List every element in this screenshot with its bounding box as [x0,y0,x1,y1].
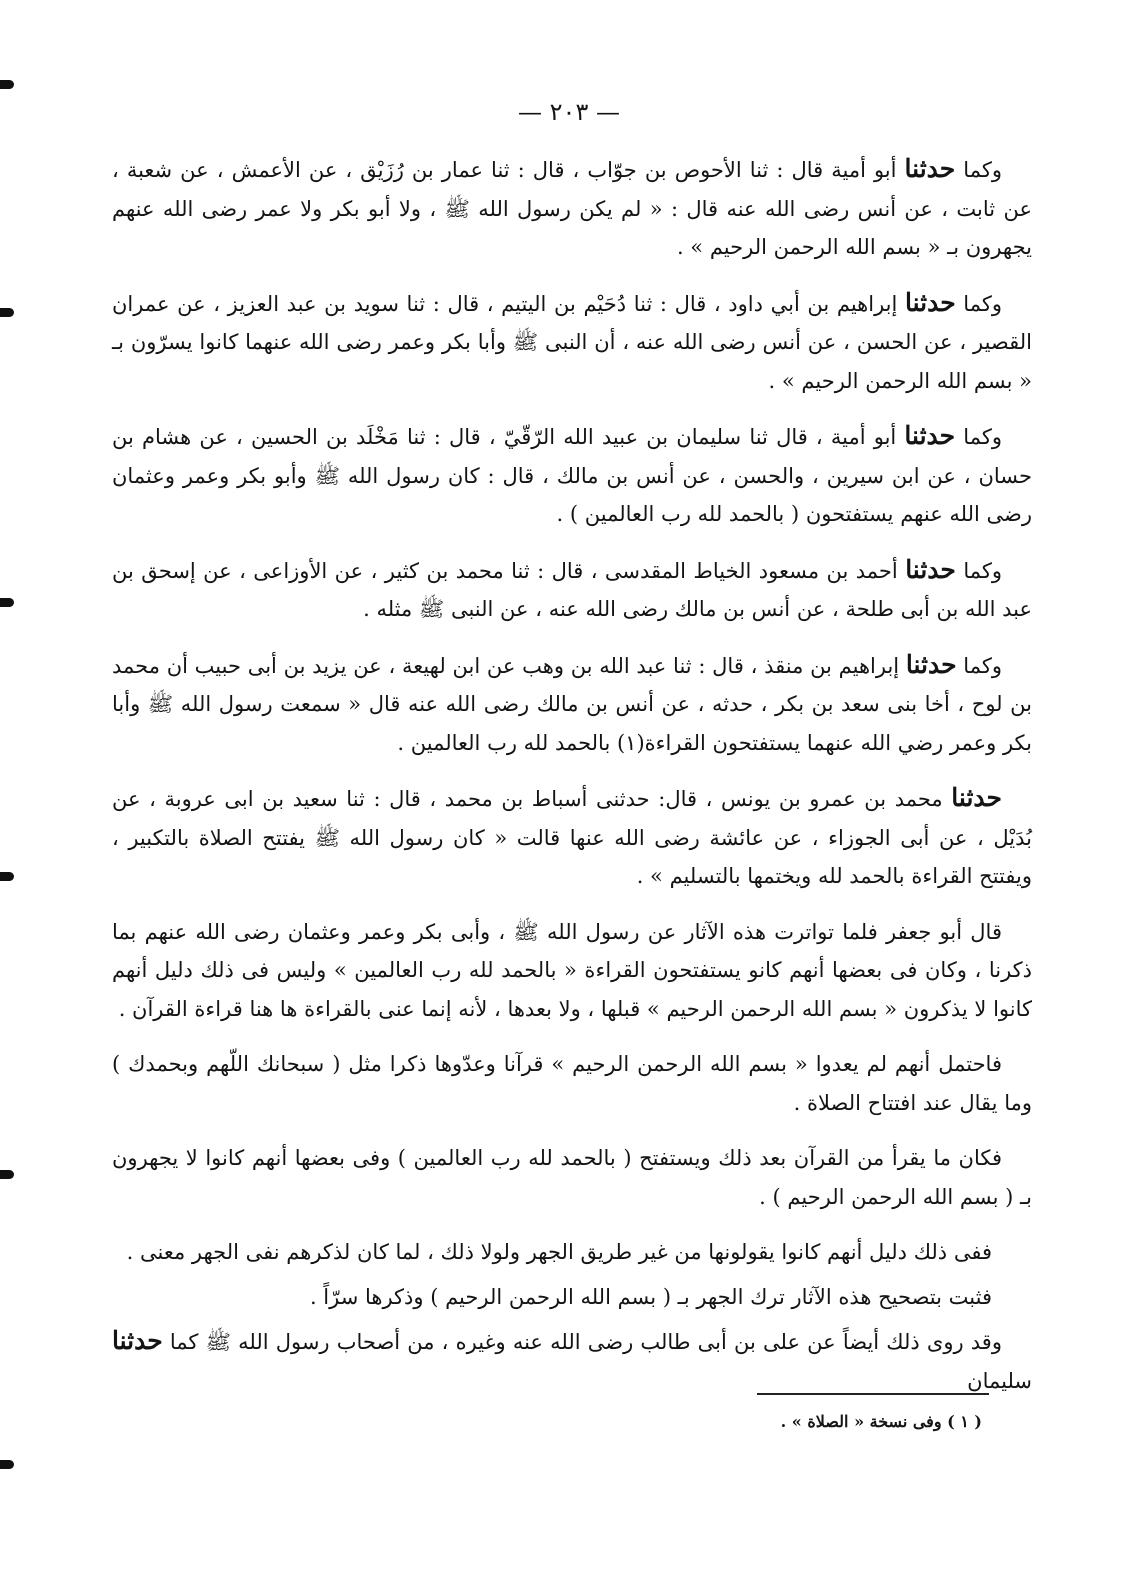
paragraph-12: وقد روى ذلك أيضاً عن على بن أبى طالب رضى الله عنه وغيره ، من أصحاب رسول الله ﷺ كما حدثنا سليمان [112,1326,1032,1393]
paragraph-6: حدثنا محمد بن عمرو بن يونس ، قال: حدثنى أسباط بن محمد ، قال : ثنا سعيد بن ابى عروبة ، عن بُدَيْل ، عن أبى الجوزاء ، عن عائشة رضى الله عنها قالت « كان رسول الله ﷺ يفتتح الصلاة بالتكبير ، ويفتتح القراءة بالحمد لله ويختمها بالتسليم » . [112,783,1032,888]
keyword: حدثنا [951,783,1002,812]
margin-mark [0,872,14,881]
footnote-separator [757,1393,989,1395]
keyword: حدثنا [112,1326,163,1355]
keyword: حدثنا [904,154,956,183]
paragraph-10: ففى ذلك دليل أنهم كانوا يقولونها من غير طريق الجهر ولولا ذلك ، لما كان لذكرهم نفى الجهر معنى . [126,1240,992,1264]
footnote: ( ١ ) وفى نسخة « الصلاة » . [780,1412,982,1431]
paragraph-4: وكما حدثنا أحمد بن مسعود الخياط المقدسى ، قال : ثنا محمد بن كثير ، عن الأوزاعى ، عن إسحق بن عبد الله بن أبى طلحة ، عن أنس بن مالك رضى الله عنه ، عن النبى ﷺ مثله . [112,554,1032,621]
paragraph-9: فكان ما يقرأ من القرآن بعد ذلك ويستفتح ( بالحمد لله رب العالمين ) وفى بعضها أنهم كانوا لا يجهرون بـ ( بسم الله الرحمن الرحيم ) . [112,1146,1032,1209]
margin-mark [0,598,14,607]
paragraph-1: وكما حدثنا أبو أمية قال : ثنا الأحوص بن جوّاب ، قال : ثنا عمار بن رُزَيْق ، عن الأعمش ، عن شعبة ، عن ثابت ، عن أنس رضى الله عنه قال : « لم يكن رسول الله ﷺ ، ولا أبو بكر ولا عمر رضى الله عنهم يجهرون بـ « بسم الله الرحمن الرحيم » . [112,154,1032,259]
page-number: — ٢٠٣ — [518,98,620,126]
keyword: حدثنا [904,287,956,317]
paragraph-11: فثبت بتصحيح هذه الآثار ترك الجهر بـ ( بسم الله الرحمن الرحيم ) وذكرها سرّاً . [309,1284,992,1309]
margin-mark [0,80,14,89]
margin-mark [0,1170,14,1179]
margin-mark [0,308,14,317]
paragraph-2: وكما حدثنا إبراهيم بن أبي داود ، قال : ثنا دُحَيْم بن اليتيم ، قال : ثنا سويد بن عبد العزيز ، عن عمران القصير ، عن الحسن ، عن أنس رضى الله عنه ، أن النبى ﷺ وأبا بكر وعمر رضى الله عنهما كانوا يسرّون بـ « بسم الله الرحمن الرحيم » . [112,287,1032,393]
paragraph-8: فاحتمل أنهم لم يعدوا « بسم الله الرحمن الرحيم » قرآنا وعدّوها ذكرا مثل ( سبحانك اللّهم وبحمدك ) وما يقال عند افتتاح الصلاة . [112,1052,1032,1115]
paragraph-5: وكما حدثنا إبراهيم بن منقذ ، قال : ثنا عبد الله بن وهب عن ابن لهيعة ، عن يزيد بن أبى حبيب أن محمد بن لوح ، أخا بنى سعد بن بكر ، حدثه ، عن أنس بن مالك رضى الله عنه قال « سمعت رسول الله ﷺ وأبا بكر وعمر رضي الله عنهما يستفتحون القراءة(١) بالحمد لله رب العالمين . [112,649,1032,755]
margin-mark [0,1460,14,1469]
keyword: حدثنا [905,554,956,584]
keyword: حدثنا [904,421,956,450]
text-body [112,150,1032,1417]
paragraph-7: قال أبو جعفر فلما تواترت هذه الآثار عن رسول الله ﷺ ، وأبى بكر وعمر وعثمان رضى الله عنهم بما ذكرنا ، وكان فى بعضها أنهم كانو يستفتحون القراءة « بالحمد لله رب العالمين » وليس فى ذلك دليل أنهم كانوا لا يذكرون « بسم الله الرحمن الرحيم » قبلها ، ولا بعدها ، لأنه إنما عنى بالقراءة ها هنا قراءة القرآن . [112,919,1032,1021]
paragraph-3: وكما حدثنا أبو أمية ، قال ثنا سليمان بن عبيد الله الرّقّيّ ، قال : ثنا مَخْلَد بن الحسين ، عن هشام بن حسان ، عن ابن سيرين ، والحسن ، عن أنس بن مالك ، قال : كان رسول الله ﷺ وأبو بكر وعمر وعثمان رضى الله عنهم يستفتحون ( بالحمد لله رب العالمين ) . [112,421,1032,526]
keyword: حدثنا [905,649,957,679]
